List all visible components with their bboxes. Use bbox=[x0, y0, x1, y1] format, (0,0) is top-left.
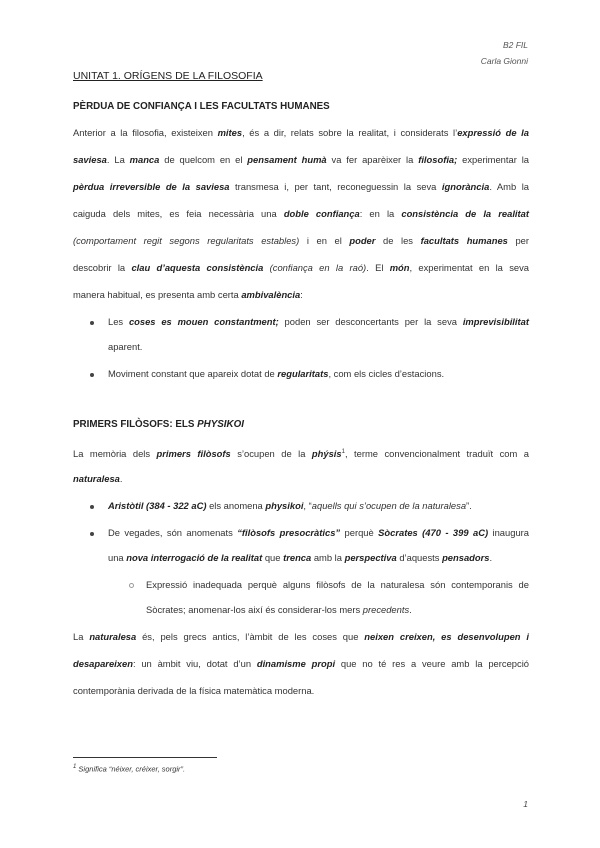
paragraph-line: caiguda dels mites, es feia necessària una doble confiança: en la consistència de la realitat bbox=[73, 208, 529, 219]
footnote-divider bbox=[73, 757, 217, 758]
bullet-icon bbox=[90, 373, 94, 377]
paragraph-line: (comportament regit segons regularitats estables) i en el poder de les facultats humanes per bbox=[73, 235, 530, 246]
paragraph-line: pèrdua irreversible de la saviesa transmesa i, per tant, reconeguessin la seva ignorància. Amb la bbox=[73, 181, 529, 192]
bullet-icon bbox=[90, 532, 94, 536]
page-title: UNITAT 1. ORÍGENS DE LA FILOSOFIA bbox=[73, 70, 263, 82]
author-label: Carla Gionni bbox=[480, 56, 528, 66]
paragraph-line: La memòria dels primers filòsofs s’ocupen de la phýsis$^1$, terme convencionalment traduït com a bbox=[73, 448, 529, 460]
list-item: Les coses es mouen constantment; poden ser desconcertants per la seva imprevisibilitat bbox=[108, 316, 529, 327]
bullet-icon bbox=[90, 321, 94, 325]
paragraph-line: contemporània derivada de la física matemàtica moderna. bbox=[73, 685, 315, 696]
paragraph-line: La naturalesa és, pels grecs antics, l’àmbit de les coses que neixen creixen, es desenvolupen i bbox=[73, 631, 529, 642]
paragraph-line: manera habitual, es presenta amb certa ambivalència: bbox=[73, 289, 303, 300]
list-item: Moviment constant que apareix dotat de regularitats, com els cicles d’estacions. bbox=[108, 368, 445, 379]
paragraph-line: descobrir la clau d’aquesta consistència (confiança en la raó). El món, experimentat en la seva bbox=[73, 262, 529, 273]
paragraph-line: desapareixen: un àmbit viu, dotat d’un dinamisme propi que no té res a veure amb la percepció bbox=[73, 658, 529, 669]
section-heading-2: PRIMERS FILÒSOFS: ELS PHYSIKOI bbox=[73, 419, 244, 430]
footnote: $^1$ Significa “néixer, créixer, sorgir”. bbox=[73, 764, 186, 774]
list-item: De vegades, són anomenats “filòsofs presocràtics” perquè Sòcrates (470 - 399 aC) inaugura bbox=[108, 527, 530, 538]
sub-list-item: Expressió inadequada perquè alguns filòsofs de la naturalesa són contemporanis de bbox=[146, 579, 529, 590]
paragraph-line: naturalesa. bbox=[73, 473, 123, 484]
list-item-continuation: una nova interrogació de la realitat que trenca amb la perspectiva d’aquests pensadors. bbox=[108, 552, 493, 563]
course-label: B2 FIL bbox=[502, 40, 528, 50]
paragraph-line: saviesa. La manca de quelcom en el pensament humà va fer aparèixer la filosofia; experimentar la bbox=[73, 154, 530, 165]
list-item: Aristòtil (384 - 322 aC) els anomena physikoi, “aquells qui s’ocupen de la naturalesa”. bbox=[108, 500, 472, 511]
list-item-continuation: aparent. bbox=[108, 341, 143, 352]
sub-bullet-icon bbox=[129, 583, 134, 588]
bullet-icon bbox=[90, 505, 94, 509]
paragraph-line: Anterior a la filosofia, existeixen mites, és a dir, relats sobre la realitat, i considerats l’expressió de la bbox=[73, 127, 529, 138]
page-number: 1 bbox=[523, 799, 528, 809]
section-heading-1: PÈRDUA DE CONFIANÇA I LES FACULTATS HUMANES bbox=[73, 101, 330, 112]
sub-list-item-continuation: Sòcrates; anomenar-los així és considerar-los mers precedents. bbox=[146, 604, 412, 615]
